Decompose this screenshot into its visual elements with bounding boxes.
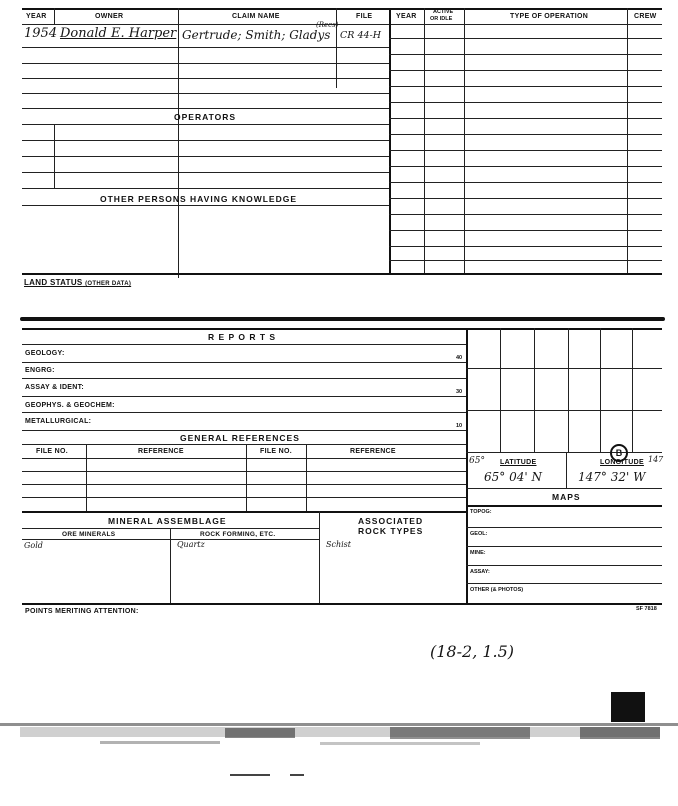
maps-assay: ASSAY: [470, 569, 490, 575]
general-references-heading: GENERAL REFERENCES [180, 433, 300, 443]
entry-year: 1954 [24, 26, 58, 41]
maps-topog: TOPOG: [470, 509, 492, 515]
land-status-note: (OTHER DATA) [85, 281, 132, 287]
scan-noise [0, 715, 678, 806]
land-status-heading [24, 278, 131, 287]
entry-owner: Donald E. Harper [60, 26, 177, 41]
report-assay: ASSAY & IDENT: [25, 384, 85, 391]
stamp-b-icon [610, 444, 628, 462]
associated-heading-2: ROCK TYPES [358, 526, 424, 536]
header-or-idle: OR IDLE [430, 16, 453, 22]
header-crew: CREW [634, 13, 657, 20]
header-year: YEAR [26, 13, 47, 20]
report-margin-40: 40 [456, 355, 463, 361]
lat-degree: 65° [469, 456, 485, 466]
stamp-letter: B [615, 448, 623, 458]
rock-value: Quartz [177, 540, 205, 549]
longitude-value: 147° 32' W [578, 470, 646, 484]
header-file: FILE [356, 13, 373, 20]
mineral-assemblage-heading: MINERAL ASSEMBLAGE [108, 516, 227, 526]
report-metallurgical: METALLURGICAL: [25, 418, 92, 425]
other-persons-heading: OTHER PERSONS HAVING KNOWLEDGE [100, 194, 298, 204]
gr-header-reference-2: REFERENCE [350, 448, 396, 455]
handwritten-annotation: (18-2, 1.5) [430, 642, 515, 661]
maps-geol: GEOL: [470, 531, 488, 537]
header-owner: OWNER [95, 13, 124, 20]
ore-minerals-header: ORE MINERALS [62, 531, 116, 538]
associated-heading-1: ASSOCIATED [358, 516, 424, 526]
maps-other: OTHER (& PHOTOS) [470, 587, 524, 593]
assoc-value: Schist [326, 540, 351, 549]
entry-file: CR 44-H [340, 30, 382, 41]
report-margin-10: 10 [456, 423, 463, 429]
gr-header-file-no-2: FILE NO. [260, 448, 292, 455]
gr-header-file-no-1: FILE NO. [36, 448, 68, 455]
longitude-label: LONGITUDE [600, 459, 644, 466]
entry-claim-name: Gertrude; Smith; Gladys [182, 28, 331, 42]
points-meriting-attention: POINTS MERITING ATTENTION: [25, 608, 139, 615]
header-ops-year: YEAR [396, 13, 417, 20]
latitude-value: 65° 04' N [484, 470, 542, 484]
land-status-label: LAND STATUS [24, 278, 83, 287]
maps-heading: MAPS [552, 492, 581, 502]
latitude-label: LATITUDE [500, 459, 537, 466]
header-active: ACTIVE [433, 9, 454, 15]
form-number: SF 7818 [636, 606, 657, 612]
lon-degree: 147 [648, 455, 664, 464]
report-geology: GEOLOGY: [25, 350, 65, 357]
header-claim-name: CLAIM NAME [232, 13, 280, 20]
operators-heading: OPERATORS [174, 112, 237, 122]
report-margin-30: 30 [456, 389, 463, 395]
report-geophys: GEOPHYS. & GEOCHEM: [25, 402, 115, 409]
report-engrg: ENGRG: [25, 367, 55, 374]
reports-heading: R E P O R T S [208, 332, 277, 342]
entry-claim-note: (Recs) [316, 21, 339, 29]
header-type-of-operation: TYPE OF OPERATION [510, 13, 589, 20]
gr-header-reference-1: REFERENCE [138, 448, 184, 455]
ore-value: Gold [24, 541, 43, 550]
maps-mine: MINE: [470, 550, 486, 556]
rock-forming-header: ROCK FORMING, ETC. [200, 531, 276, 538]
